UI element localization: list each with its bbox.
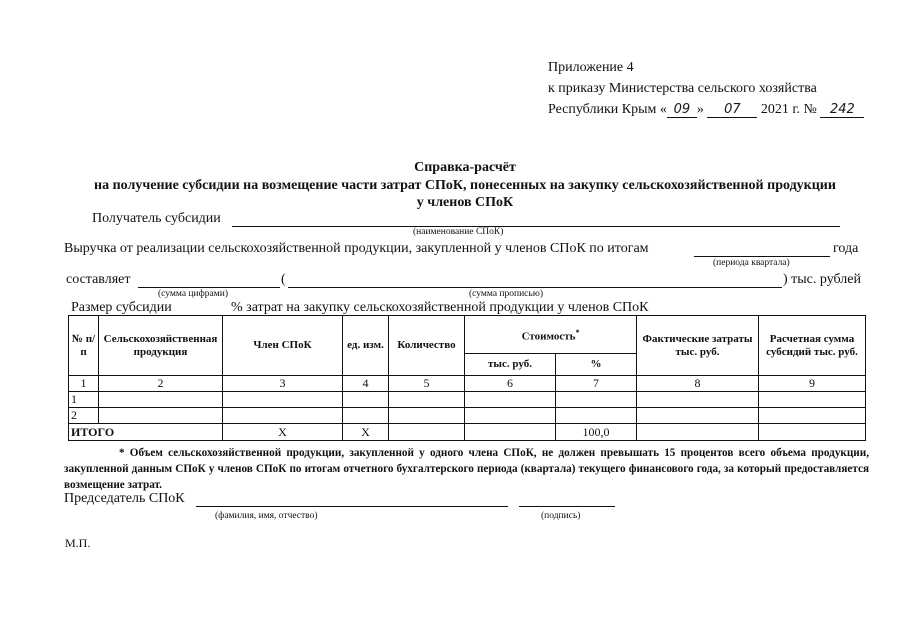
column-number: 3 (223, 376, 343, 392)
column-number-row (69, 376, 866, 392)
period-caption: (периода квартала) (713, 258, 790, 268)
cell-cost-thousand[interactable] (465, 392, 556, 408)
header-row-1 (69, 316, 866, 354)
cell-member[interactable] (223, 392, 343, 408)
recipient-line[interactable] (232, 226, 840, 227)
header-product: Сельскохозяйственная продукция (99, 316, 223, 376)
column-number: 8 (637, 376, 759, 392)
chair-name-line[interactable] (196, 506, 508, 507)
cell-quantity[interactable] (389, 392, 465, 408)
cell-actual-costs[interactable] (637, 392, 759, 408)
header-member: Член СПоК (223, 316, 343, 376)
cell-cost-thousand[interactable] (465, 408, 556, 424)
header-cost-percent: % (556, 354, 637, 376)
subsidy-suffix: % затрат на закупку сельскохозяйственной продукции у членов СПоК (231, 300, 649, 315)
chair-signature-line[interactable] (519, 506, 615, 507)
column-number: 9 (759, 376, 866, 392)
column-number: 2 (99, 376, 223, 392)
total-label: ИТОГО (69, 424, 223, 441)
name-caption: (фамилия, имя, отчество) (215, 511, 318, 521)
handwritten-day: 09 (667, 102, 697, 118)
header-num: № п/п (69, 316, 99, 376)
cell-calculated-subsidy[interactable] (759, 408, 866, 424)
total-cost-thousand[interactable] (465, 424, 556, 441)
header-cost-thousand: тыс. руб. (465, 354, 556, 376)
header-cost-mark: * (575, 327, 580, 337)
header-calculated-subsidy: Расчетная сумма субсидий тыс. руб. (759, 316, 866, 376)
total-cost-percent: 100,0 (556, 424, 637, 441)
recipient-label: Получатель субсидии (92, 211, 221, 226)
column-number: 4 (343, 376, 389, 392)
total-row (69, 424, 866, 441)
amount-words-line[interactable] (288, 287, 782, 288)
header-actual-costs: Фактические затраты тыс. руб. (637, 316, 759, 376)
chair-label: Председатель СПоК (64, 491, 185, 506)
handwritten-month: 07 (707, 102, 757, 118)
amount-label: составляет (66, 272, 131, 287)
total-unit-x: Х (343, 424, 389, 441)
total-calculated-subsidy[interactable] (759, 424, 866, 441)
cell-quantity[interactable] (389, 408, 465, 424)
appendix-line-3-prefix: Республики Крым « (548, 102, 667, 117)
total-actual-costs[interactable] (637, 424, 759, 441)
appendix-line-2: к приказу Министерства сельского хозяйства (548, 81, 817, 96)
row-number: 2 (69, 408, 99, 424)
total-member-x: Х (223, 424, 343, 441)
words-caption: (сумма прописью) (469, 289, 543, 299)
row-number: 1 (69, 392, 99, 408)
handwritten-order-number: 242 (820, 102, 864, 118)
revenue-label: Выручка от реализации сельскохозяйственной продукции, закупленной у членов СПоК по итогам (64, 241, 649, 256)
amount-digits-line[interactable] (138, 287, 280, 288)
header-quantity: Количество (389, 316, 465, 376)
cell-cost-percent[interactable] (556, 408, 637, 424)
appendix-line-3 (548, 102, 864, 118)
subsidy-label: Размер субсидии (71, 300, 172, 315)
signature-caption: (подпись) (541, 511, 581, 521)
subsidy-table (68, 315, 866, 441)
column-number: 7 (556, 376, 637, 392)
title-line-2: на получение субсидии на возмещение части затрат СПоК, понесенных на закупку сельскохозяйственной продукции (94, 178, 836, 193)
seal-place: М.П. (65, 536, 91, 550)
recipient-caption: (наименование СПоК) (413, 227, 504, 237)
revenue-period-line[interactable] (694, 256, 830, 257)
cell-actual-costs[interactable] (637, 408, 759, 424)
header-cost-label: Стоимость (521, 330, 576, 343)
cell-cost-percent[interactable] (556, 392, 637, 408)
revenue-suffix: года (833, 241, 859, 256)
appendix-line-1: Приложение 4 (548, 60, 634, 75)
header-unit: ед. изм. (343, 316, 389, 376)
cell-product[interactable] (99, 408, 223, 424)
column-number: 5 (389, 376, 465, 392)
cell-member[interactable] (223, 408, 343, 424)
header-cost (465, 316, 637, 354)
title-line-1: Справка-расчёт (414, 160, 516, 175)
column-number: 1 (69, 376, 99, 392)
cell-product[interactable] (99, 392, 223, 408)
cell-calculated-subsidy[interactable] (759, 392, 866, 408)
paren-open: ( (281, 272, 286, 287)
quote-close: » (696, 102, 704, 117)
footnote: * Объем сельскохозяйственной продукции, закупленной у одного члена СПоК, не должен превышать 15 процентов всего объема продукции, закупленной данным СПоК у членов СПоК по итогам отчетного бухгалтерского периода (квартала) текущего финансового года, за который предоставляется возмещение затрат. (64, 447, 869, 491)
total-quantity[interactable] (389, 424, 465, 441)
appendix-year-text: 2021 г. № (760, 102, 817, 117)
column-number: 6 (465, 376, 556, 392)
title-line-3: у членов СПоК (416, 195, 514, 210)
table-row (69, 408, 866, 424)
cell-unit[interactable] (343, 408, 389, 424)
cell-unit[interactable] (343, 392, 389, 408)
table-row (69, 392, 866, 408)
amount-suffix: ) тыс. рублей (783, 272, 861, 287)
digits-caption: (сумма цифрами) (158, 289, 228, 299)
